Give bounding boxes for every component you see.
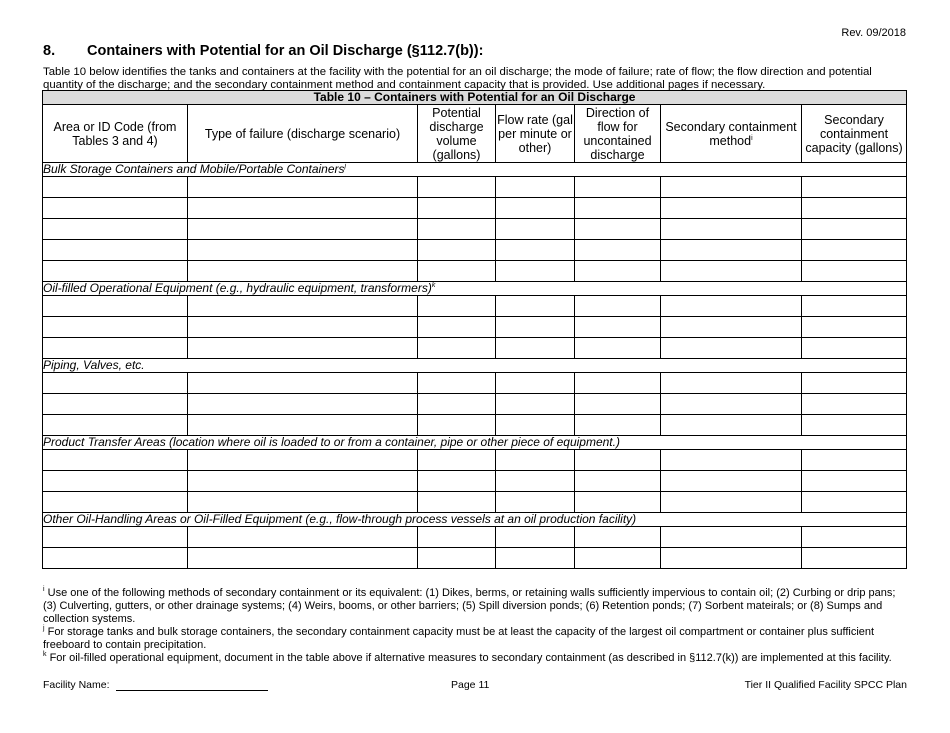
cell-failure[interactable] [188, 177, 418, 198]
cell-method[interactable] [661, 548, 802, 569]
cell-direction[interactable] [575, 198, 661, 219]
table-row[interactable] [43, 198, 907, 219]
cell-direction[interactable] [575, 548, 661, 569]
cell-flow-rate[interactable] [496, 296, 575, 317]
cell-capacity[interactable] [802, 296, 907, 317]
cell-method[interactable] [661, 527, 802, 548]
cell-volume[interactable] [418, 415, 496, 436]
cell-failure[interactable] [188, 198, 418, 219]
cell-method[interactable] [661, 261, 802, 282]
revision-label: Rev. 09/2018 [841, 27, 906, 39]
footnote-i: $^i$ Use one of the following methods of secondary containment or its equivalent: (1) Dikes, berms, or retaining walls sufficiently impervious to contain oil; (2) Curbing or drip pans; (3) Culverting, gutters, or other drainage systems; (4) Weirs, booms, or other barriers; (5) Spill diversion ponds; (6) Retention ponds; (7) Sorbent mateirals; or (8) Sumps and collection systems. [43, 586, 896, 625]
cell-flow-rate[interactable] [496, 317, 575, 338]
table-row[interactable] [43, 317, 907, 338]
cell-capacity[interactable] [802, 527, 907, 548]
table-row[interactable] [43, 296, 907, 317]
col-method-header [661, 105, 802, 163]
table-row[interactable] [43, 548, 907, 569]
cell-area[interactable] [43, 527, 188, 548]
table-row[interactable] [43, 240, 907, 261]
cell-volume[interactable] [418, 338, 496, 359]
cell-flow-rate[interactable] [496, 240, 575, 261]
cell-failure[interactable] [188, 492, 418, 513]
cell-volume[interactable] [418, 177, 496, 198]
cell-area[interactable] [43, 261, 188, 282]
cell-flow-rate[interactable] [496, 198, 575, 219]
cell-method[interactable] [661, 198, 802, 219]
cell-method[interactable] [661, 492, 802, 513]
cell-flow-rate[interactable] [496, 415, 575, 436]
facility-name-field [43, 679, 268, 691]
cell-capacity[interactable] [802, 219, 907, 240]
cell-flow-rate[interactable] [496, 394, 575, 415]
facility-name-label: Facility Name: [43, 679, 110, 691]
col-flow-rate-header: Flow rate (gal per minute or other) [496, 105, 575, 163]
cell-flow-rate[interactable] [496, 492, 575, 513]
cell-method[interactable] [661, 177, 802, 198]
col-volume-header: Potential discharge volume (gallons) [418, 105, 496, 163]
cell-area[interactable] [43, 338, 188, 359]
cell-flow-rate[interactable] [496, 338, 575, 359]
cell-method[interactable] [661, 317, 802, 338]
cell-direction[interactable] [575, 471, 661, 492]
table-row[interactable] [43, 492, 907, 513]
cell-area[interactable] [43, 548, 188, 569]
cell-failure[interactable] [188, 394, 418, 415]
footnotes [43, 587, 907, 665]
cell-direction[interactable] [575, 338, 661, 359]
table-row[interactable] [43, 394, 907, 415]
cell-area[interactable] [43, 177, 188, 198]
cell-method[interactable] [661, 471, 802, 492]
cell-volume[interactable] [418, 317, 496, 338]
cell-direction[interactable] [575, 240, 661, 261]
containers-table [42, 90, 907, 569]
table-caption: Table 10 – Containers with Potential for an Oil Discharge [43, 91, 907, 105]
cell-flow-rate[interactable] [496, 527, 575, 548]
cell-capacity[interactable] [802, 450, 907, 471]
section-piping-valves: Piping, Valves, etc. [43, 359, 907, 373]
col-capacity-header: Secondary containment capacity (gallons) [802, 105, 907, 163]
cell-volume[interactable] [418, 240, 496, 261]
cell-volume[interactable] [418, 219, 496, 240]
col-failure-header: Type of failure (discharge scenario) [188, 105, 418, 163]
cell-flow-rate[interactable] [496, 450, 575, 471]
table-row[interactable] [43, 261, 907, 282]
table-row[interactable] [43, 373, 907, 394]
table-row[interactable] [43, 219, 907, 240]
col-method-label: Secondary containment method [665, 119, 797, 148]
cell-capacity[interactable] [802, 492, 907, 513]
cell-direction[interactable] [575, 317, 661, 338]
cell-failure[interactable] [188, 296, 418, 317]
cell-failure[interactable] [188, 373, 418, 394]
cell-volume[interactable] [418, 527, 496, 548]
cell-method[interactable] [661, 296, 802, 317]
cell-capacity[interactable] [802, 415, 907, 436]
table-header-row [43, 105, 907, 163]
table-row[interactable] [43, 471, 907, 492]
cell-direction[interactable] [575, 177, 661, 198]
cell-volume[interactable] [418, 548, 496, 569]
col-area-header: Area or ID Code (from Tables 3 and 4) [43, 105, 188, 163]
section-title [43, 43, 483, 59]
cell-failure[interactable] [188, 548, 418, 569]
cell-flow-rate[interactable] [496, 471, 575, 492]
cell-method[interactable] [661, 240, 802, 261]
section-number: 8. [43, 43, 56, 59]
cell-volume[interactable] [418, 492, 496, 513]
cell-capacity[interactable] [802, 471, 907, 492]
table-row[interactable] [43, 338, 907, 359]
cell-volume[interactable] [418, 450, 496, 471]
cell-area[interactable] [43, 296, 188, 317]
cell-flow-rate[interactable] [496, 548, 575, 569]
footnote-k: $^k$ For oil-filled operational equipment, document in the table above if alternative measures to secondary containment (as described in §112.7(k)) are implemented at this facility. [43, 651, 892, 664]
col-direction-header: Direction of flow for uncontained discharge [575, 105, 661, 163]
section-bulk-storage: Bulk Storage Containers and Mobile/Portable Containers$^j$ [43, 163, 907, 177]
cell-capacity[interactable] [802, 548, 907, 569]
section-title-text: Containers with Potential for an Oil Discharge (§112.7(b)): [87, 43, 484, 59]
cell-volume[interactable] [418, 471, 496, 492]
cell-direction[interactable] [575, 450, 661, 471]
footnote-ref-k: k [431, 282, 436, 289]
table-row[interactable] [43, 177, 907, 198]
cell-failure[interactable] [188, 450, 418, 471]
cell-direction[interactable] [575, 527, 661, 548]
cell-volume[interactable] [418, 261, 496, 282]
cell-volume[interactable] [418, 198, 496, 219]
cell-area[interactable] [43, 198, 188, 219]
cell-area[interactable] [43, 415, 188, 436]
cell-direction[interactable] [575, 373, 661, 394]
intro-paragraph: Table 10 below identifies the tanks and containers at the facility with the potential for an oil discharge; the mode of failure; rate of flow; the flow direction and potential quantity of the discharge; and the secondary containment method and containment capacity that is provided. Use additional pages if necessary. [43, 66, 872, 91]
cell-area[interactable] [43, 317, 188, 338]
cell-volume[interactable] [418, 296, 496, 317]
cell-failure[interactable] [188, 317, 418, 338]
section-product-transfer: Product Transfer Areas (location where oil is loaded to or from a container, pipe or other piece of equipment.) [43, 436, 907, 450]
cell-capacity[interactable] [802, 240, 907, 261]
cell-area[interactable] [43, 492, 188, 513]
table-row[interactable] [43, 450, 907, 471]
cell-volume[interactable] [418, 394, 496, 415]
cell-area[interactable] [43, 219, 188, 240]
cell-direction[interactable] [575, 219, 661, 240]
cell-capacity[interactable] [802, 394, 907, 415]
section-oil-filled-equipment: Oil-filled Operational Equipment (e.g., hydraulic equipment, transformers)$^k$ [43, 282, 907, 296]
cell-method[interactable] [661, 219, 802, 240]
cell-failure[interactable] [188, 261, 418, 282]
cell-direction[interactable] [575, 415, 661, 436]
cell-capacity[interactable] [802, 177, 907, 198]
cell-flow-rate[interactable] [496, 177, 575, 198]
cell-method[interactable] [661, 373, 802, 394]
section-other-oil-handling: Other Oil-Handling Areas or Oil-Filled Equipment (e.g., flow-through process vessels at an oil production facility) [43, 513, 907, 527]
cell-direction[interactable] [575, 261, 661, 282]
cell-capacity[interactable] [802, 198, 907, 219]
cell-area[interactable] [43, 240, 188, 261]
plan-title: Tier II Qualified Facility SPCC Plan [744, 679, 907, 691]
cell-failure[interactable] [188, 338, 418, 359]
cell-failure[interactable] [188, 471, 418, 492]
cell-failure[interactable] [188, 240, 418, 261]
cell-flow-rate[interactable] [496, 373, 575, 394]
table-row[interactable] [43, 415, 907, 436]
footnote-ref-j: j [344, 163, 347, 170]
cell-flow-rate[interactable] [496, 261, 575, 282]
cell-method[interactable] [661, 394, 802, 415]
page-number: Page 11 [451, 679, 490, 691]
cell-method[interactable] [661, 338, 802, 359]
table-row[interactable] [43, 527, 907, 548]
cell-capacity[interactable] [802, 373, 907, 394]
cell-method[interactable] [661, 450, 802, 471]
footnote-j: $^j$ For storage tanks and bulk storage containers, the secondary containment capacity must be at least the capacity of the largest oil compartment or container plus sufficient freeboard to contain precipitation. [43, 625, 875, 651]
cell-capacity[interactable] [802, 261, 907, 282]
cell-area[interactable] [43, 450, 188, 471]
footnote-ref-i: i [751, 134, 753, 142]
cell-area[interactable] [43, 373, 188, 394]
facility-name-input-line[interactable] [116, 680, 268, 691]
cell-failure[interactable] [188, 415, 418, 436]
cell-flow-rate[interactable] [496, 219, 575, 240]
cell-method[interactable] [661, 415, 802, 436]
cell-capacity[interactable] [802, 317, 907, 338]
cell-capacity[interactable] [802, 338, 907, 359]
cell-direction[interactable] [575, 394, 661, 415]
cell-direction[interactable] [575, 296, 661, 317]
cell-area[interactable] [43, 394, 188, 415]
cell-failure[interactable] [188, 527, 418, 548]
cell-failure[interactable] [188, 219, 418, 240]
cell-volume[interactable] [418, 373, 496, 394]
cell-direction[interactable] [575, 492, 661, 513]
cell-area[interactable] [43, 471, 188, 492]
